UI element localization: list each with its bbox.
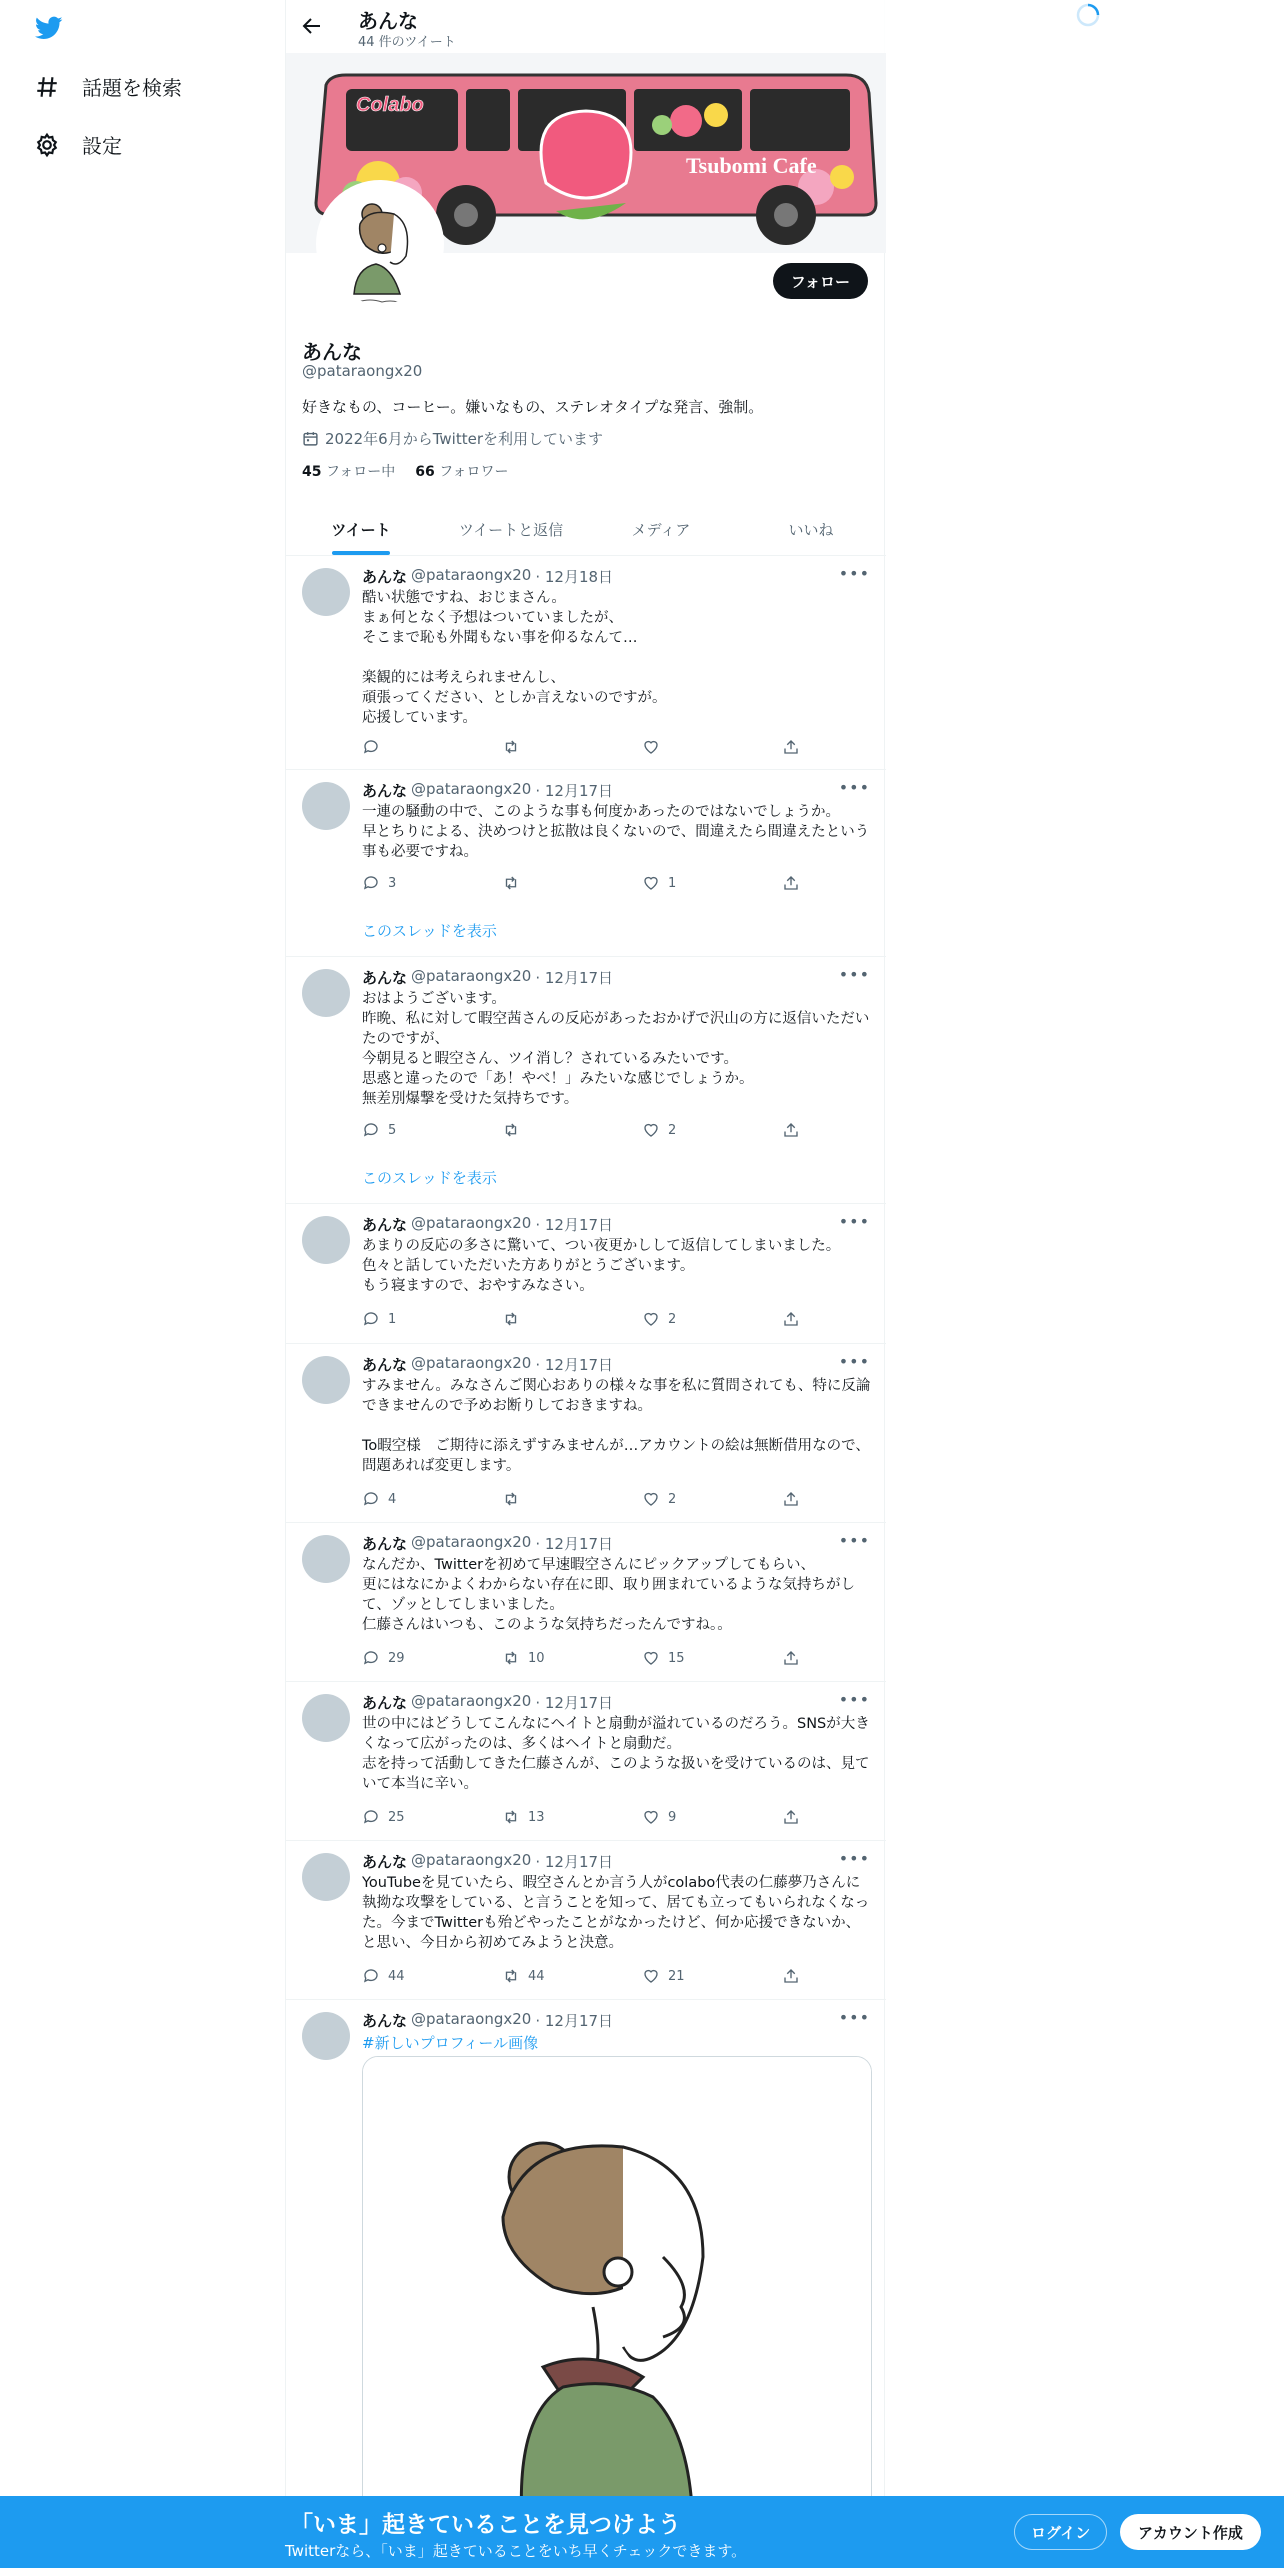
reply-icon [362,1649,380,1667]
more-options-icon[interactable]: ••• [838,564,870,583]
show-thread-link[interactable]: このスレッドを表示 [362,922,497,940]
retweet-button[interactable] [502,1967,642,1985]
share-icon [782,1121,800,1139]
tweet-author-name[interactable]: あんな [362,1694,408,1712]
tweet-author-name[interactable]: あんな [362,1356,408,1374]
tweet-handle[interactable]: @pataraongx20 [411,1214,532,1232]
profile-follow-stats [302,461,509,481]
tweet-date[interactable]: · 12月17日 [535,1356,614,1374]
tweet-avatar[interactable] [302,1853,350,1901]
retweet-count: 13 [528,1809,545,1825]
tweet-header [362,1354,613,1375]
share-button[interactable] [782,1310,802,1328]
retweet-icon [502,1121,520,1139]
like-button[interactable] [642,738,782,756]
retweet-button[interactable] [502,738,642,756]
tweet[interactable] [286,1344,886,1523]
share-icon [782,738,800,756]
like-button[interactable] [642,874,782,892]
hashtag-link[interactable]: #新しいプロフィール画像 [362,2034,539,2052]
heart-icon [642,1121,660,1139]
more-options-icon[interactable]: ••• [838,965,870,984]
tweet-avatar[interactable] [302,969,350,1017]
profile-header-bar [286,0,886,53]
more-options-icon[interactable]: ••• [838,1531,870,1550]
reply-count: 25 [388,1809,405,1825]
tweet[interactable] [286,556,886,770]
reply-button[interactable] [362,1808,502,1826]
reply-icon [362,874,380,892]
followers-count: 66 [415,464,435,480]
tweet-actions [362,1808,802,1826]
tab-tweets-replies[interactable]: ツイートと返信 [458,520,564,539]
reply-count: 29 [388,1650,405,1666]
share-button[interactable] [782,1490,802,1508]
tweet-text: 世の中にはどうしてこんなにヘイトと扇動が溢れているのだろう。SNSが大きくなって広がったのは、多くはヘイトと扇動だ。 志を持って活動してきた仁藤さんが、このような扱いを受けているのは、見ていて本当に辛い。 [362,1716,870,1792]
signup-prompt-title: 「いま」起きていることを見つけよう [290,2512,681,2538]
profile-bio: 好きなもの、コーヒー。嫌いなもの、ステレオタイプな発言、強制。 [302,398,764,416]
retweet-count: 10 [528,1650,545,1666]
tweet-text: 一連の騒動の中で、このような事も何度かあったのではないでしょうか。 早とちりによる、決めつけと拡散は良くないので、間違えたら間違えたという事も必要ですね。 [362,804,870,860]
profile-column [285,0,885,2568]
like-count: 2 [668,1491,677,1507]
retweet-icon [502,1649,520,1667]
retweet-icon [502,1490,520,1508]
like-count: 15 [668,1650,685,1666]
heart-icon [642,1808,660,1826]
show-thread-link[interactable]: このスレッドを表示 [362,1169,497,1187]
like-button[interactable] [642,1967,782,1985]
tweet-handle[interactable]: @pataraongx20 [411,566,532,584]
retweet-icon [502,874,520,892]
profile-avatar[interactable] [316,180,444,308]
tweet[interactable] [286,1523,886,1682]
signup-button[interactable]: アカウント作成 [1120,2514,1261,2550]
tweet-date[interactable]: · 12月17日 [535,1216,614,1234]
share-button[interactable] [782,1808,802,1826]
twitter-bird-icon[interactable] [33,14,65,42]
tweet-handle[interactable]: @pataraongx20 [411,1354,532,1372]
following-count: 45 [302,464,322,480]
tweet-actions [362,1121,802,1139]
tweet-date[interactable]: · 12月17日 [535,782,614,800]
more-options-icon[interactable]: ••• [838,1352,870,1371]
tweet-text: なんだか、Twitterを初めて早速暇空さんにピックアップしてもらい、 更にはなにかよくわからない存在に即、取り囲まれているような気持ちがして、ゾッとしてしまいました。 仁藤さんはいつも、このような気持ちだったんですね。。 [362,1557,855,1633]
reply-count: 4 [388,1491,397,1507]
back-arrow-icon[interactable] [300,14,324,38]
retweet-button[interactable] [502,1121,642,1139]
like-button[interactable] [642,1490,782,1508]
tweet-actions [362,1649,802,1667]
tweet-author-name[interactable]: あんな [362,1853,408,1871]
tweet-handle[interactable]: @pataraongx20 [411,1851,532,1869]
tweet[interactable] [286,770,886,957]
retweet-icon [502,738,520,756]
tweet-actions [362,874,802,892]
signup-prompt-bar [0,2496,1284,2568]
reply-icon [362,1808,380,1826]
retweet-icon [502,1967,520,1985]
share-icon [782,1967,800,1985]
tweet-text: 酷い状態ですね、おじまさん。 まぁ何となく予想はついていましたが、 そこまで恥も外聞もない事を仰るなんて… 楽観的には考えられませんし、 頑張ってください、としか言えないのですが。 応援しています。 [362,590,667,726]
tweet-header [362,1692,613,1713]
more-options-icon[interactable]: ••• [838,1212,870,1231]
tweet-handle[interactable]: @pataraongx20 [411,1533,532,1551]
reply-icon [362,1121,380,1139]
heart-icon [642,874,660,892]
reply-button[interactable] [362,1649,502,1667]
tab-media[interactable]: メディア [631,520,691,539]
tweet-author-name[interactable]: あんな [362,568,408,586]
banner-brand-left: Colabo [356,94,424,116]
heart-icon [642,1490,660,1508]
reply-count: 5 [388,1122,397,1138]
tweet-actions [362,1310,802,1328]
reply-button[interactable] [362,738,502,756]
retweet-button[interactable] [502,1490,642,1508]
tweet-date[interactable]: · 12月17日 [535,1694,614,1712]
following-label: フォロー中 [325,464,396,480]
nav-settings-label: 設定 [82,134,122,158]
tweet-date[interactable]: · 12月17日 [535,1535,614,1553]
reply-button[interactable] [362,1310,502,1328]
profile-tabs [286,503,886,556]
tweet-header [362,1533,613,1554]
gear-icon [34,132,60,158]
tweet[interactable] [286,1204,886,1344]
avatar-illustration [320,184,440,304]
more-options-icon[interactable]: ••• [838,2008,870,2027]
tweet-header [362,780,613,801]
reply-button[interactable] [362,874,502,892]
tweet[interactable] [286,1841,886,2000]
share-button[interactable] [782,1967,802,1985]
nav-settings[interactable] [34,130,122,159]
profile-illustration-image [363,2057,872,2536]
heart-icon [642,738,660,756]
tab-tweets[interactable]: ツイート [286,503,436,555]
share-icon [782,1490,800,1508]
tweet-header [362,967,613,988]
tweet-text: すみません。みなさんご関心おありの様々な事を私に質問されても、特に反論できませんので予めお断りしておきますね。 To暇空様 ご期待に添えずすみませんが…アカウントの絵は無断借用なので、問題あれば変更します。 [362,1378,871,1474]
following-link[interactable] [302,461,395,481]
share-icon [782,1808,800,1826]
like-button[interactable] [642,1808,782,1826]
tweet-date[interactable]: · 12月17日 [535,2012,614,2030]
heart-icon [642,1967,660,1985]
more-options-icon[interactable]: ••• [838,1690,870,1709]
header-name: あんな [358,9,418,33]
retweet-button[interactable] [502,1808,642,1826]
followers-link[interactable] [415,461,508,481]
tweet-author-name[interactable]: あんな [362,1216,408,1234]
tweet-date[interactable]: · 12月17日 [535,969,614,987]
retweet-button[interactable] [502,1310,642,1328]
tweet[interactable] [286,957,886,1204]
reply-icon [362,1967,380,1985]
tweet-text: あまりの反応の多さに驚いて、つい夜更かしして返信してしまいました。 色々と話していただいた方ありがとうございます。 もう寝ますので、おやすみなさい。 [362,1238,841,1294]
loading-spinner-icon [1075,2,1101,28]
share-button[interactable] [782,1121,802,1139]
retweet-button[interactable] [502,874,642,892]
share-icon [782,1649,800,1667]
profile-name: あんな [302,340,362,364]
nav-explore[interactable] [34,72,182,101]
followers-label: フォロワー [439,464,509,480]
like-button[interactable] [642,1310,782,1328]
nav-explore-label: 話題を検索 [82,76,182,100]
tweet-avatar[interactable] [302,1535,350,1583]
like-count: 1 [668,875,677,891]
tweet-actions [362,738,802,756]
reply-count: 1 [388,1311,397,1327]
tweet-avatar[interactable] [302,568,350,616]
like-button[interactable] [642,1649,782,1667]
tweet-handle[interactable]: @pataraongx20 [411,780,532,798]
reply-count: 3 [388,875,397,891]
like-count: 2 [668,1311,677,1327]
reply-button[interactable] [362,1121,502,1139]
calendar-icon [302,430,319,447]
retweet-button[interactable] [502,1649,642,1667]
tweet-actions [362,1967,802,1985]
tweet-media-image[interactable] [362,2056,872,2536]
share-icon [782,1310,800,1328]
hashtag-icon [34,74,60,100]
retweet-count: 44 [528,1968,545,1984]
header-tweet-count: 44 件のツイート [358,35,456,50]
reply-count: 44 [388,1968,405,1984]
tweet-actions [362,1490,802,1508]
tweet[interactable] [286,1682,886,1841]
follow-button[interactable]: フォロー [773,263,868,299]
tweet[interactable] [286,2000,886,2568]
tweet-author-name[interactable]: あんな [362,2012,408,2030]
tweet-header [362,566,613,587]
signup-prompt-subtitle: Twitterなら、「いま」起きていることをいち早くチェックできます。 [285,2542,747,2560]
banner-brand-right: Tsubomi Cafe [686,153,817,178]
reply-icon [362,1490,380,1508]
tweet-handle[interactable]: @pataraongx20 [411,2010,532,2028]
tweet-author-name[interactable]: あんな [362,782,408,800]
tab-likes[interactable]: いいね [788,520,834,539]
retweet-icon [502,1310,520,1328]
tweet-avatar[interactable] [302,782,350,830]
retweet-icon [502,1808,520,1826]
reply-button[interactable] [362,1967,502,1985]
tweet-handle[interactable]: @pataraongx20 [411,1692,532,1710]
reply-button[interactable] [362,1490,502,1508]
share-button[interactable] [782,738,802,756]
profile-joined-text: 2022年6月からTwitterを利用しています [325,430,603,448]
profile-joined [302,428,603,449]
tweet-author-name[interactable]: あんな [362,1535,408,1553]
tweet-date[interactable]: · 12月18日 [535,568,614,586]
tweet-header [362,1851,613,1872]
more-options-icon[interactable]: ••• [838,778,870,797]
login-button[interactable]: ログイン [1014,2514,1107,2550]
tweet-avatar[interactable] [302,2012,350,2060]
heart-icon [642,1310,660,1328]
tweet-header [362,2010,613,2031]
tweet-date[interactable]: · 12月17日 [535,1853,614,1871]
tweet-handle[interactable]: @pataraongx20 [411,967,532,985]
tweet-text: おはようございます。 昨晩、私に対して暇空茜さんの反応があったおかげで沢山の方に返信いただいたのですが、 今朝見ると暇空さん、ツイ消し？されているみたいです。 思惑と違ったので「あ！やべ！」みたいな感じでしょうか。 無差別爆撃を受けた気持ちです。 [362,991,870,1107]
tweet-text: YouTubeを見ていたら、暇空さんとか言う人がcolabo代表の仁藤夢乃さんに執拗な攻撃をしている、と言うことを知って、居ても立ってもいられなくなった。今までTwitterも殆どやったことがなかったけど、何か応援できないか、と思い、今日から初めてみようと決意。 [362,1875,870,1951]
heart-icon [642,1649,660,1667]
share-icon [782,874,800,892]
more-options-icon[interactable]: ••• [838,1849,870,1868]
tweet-avatar[interactable] [302,1216,350,1264]
reply-icon [362,1310,380,1328]
tweet-author-name[interactable]: あんな [362,969,408,987]
share-button[interactable] [782,874,802,892]
like-count: 9 [668,1809,677,1825]
like-count: 2 [668,1122,677,1138]
profile-handle: @pataraongx20 [302,362,423,380]
tweet-header [362,1214,613,1235]
like-count: 21 [668,1968,685,1984]
reply-icon [362,738,380,756]
share-button[interactable] [782,1649,802,1667]
tweet-avatar[interactable] [302,1356,350,1404]
like-button[interactable] [642,1121,782,1139]
tweet-avatar[interactable] [302,1694,350,1742]
